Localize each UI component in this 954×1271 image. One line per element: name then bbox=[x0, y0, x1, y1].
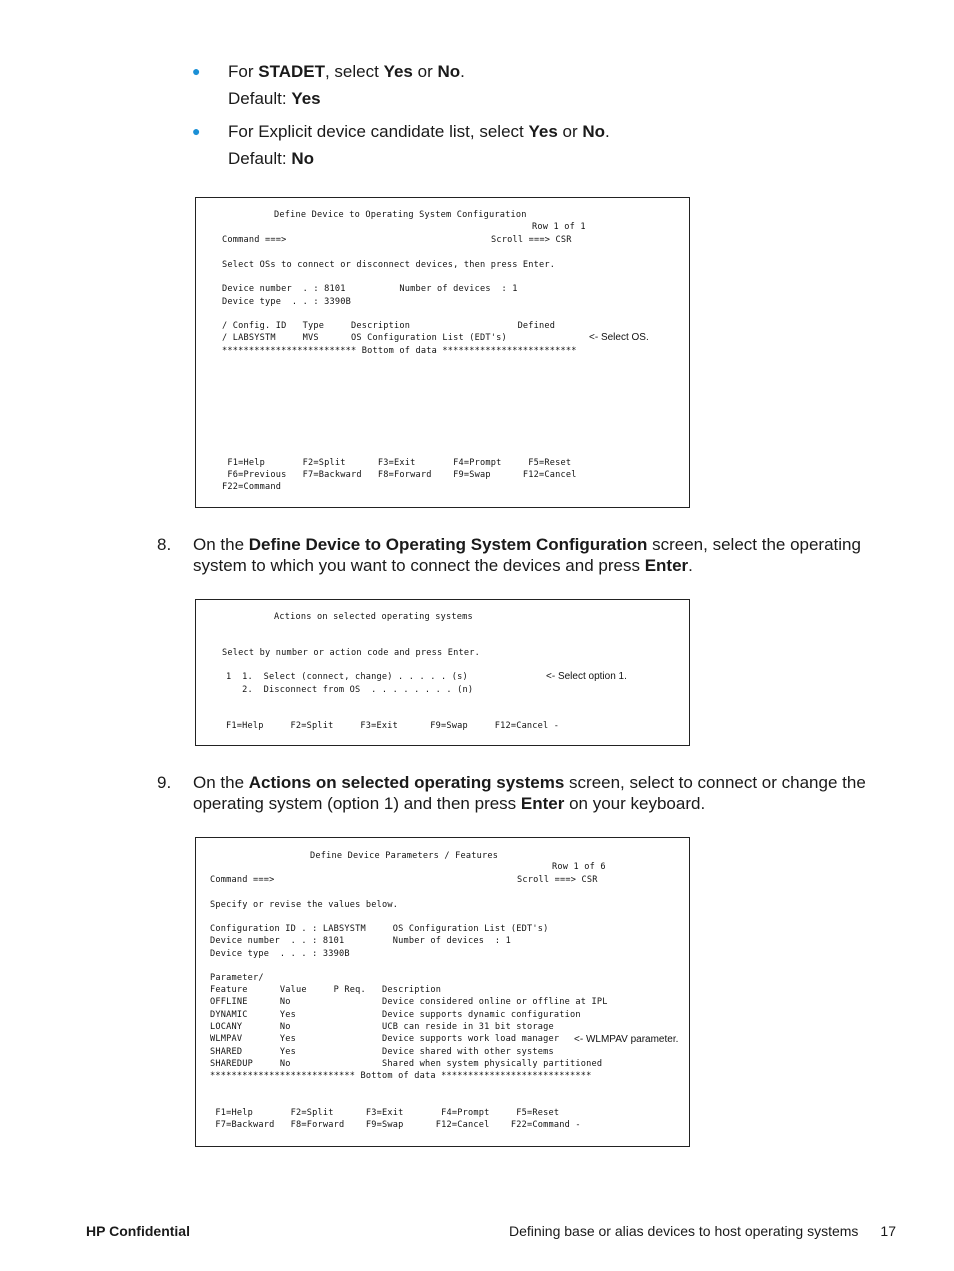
bullet-explicit-candidate-list bbox=[192, 118, 692, 172]
device-type-line: Device type . . : 3390B bbox=[222, 297, 351, 307]
row-indicator: Row 1 of 6 bbox=[552, 862, 606, 872]
function-keys-row3: F22=Command bbox=[222, 482, 282, 492]
device-number-line: Device number . : 8101 Number of devices : 1 bbox=[222, 284, 518, 294]
instructions: Select by number or action code and press Enter. bbox=[222, 648, 480, 658]
screen-actions-on-selected-os bbox=[195, 599, 690, 746]
bullet-text: For Explicit device candidate list, select Yes or No. bbox=[228, 122, 610, 141]
bullet-default: Default: No bbox=[228, 149, 314, 168]
screen-define-device-to-os-config bbox=[195, 197, 690, 508]
table-row: SHARED Yes Device shared with other systems bbox=[210, 1047, 554, 1057]
bottom-of-data: *************************** Bottom of data **************************** bbox=[210, 1071, 592, 1081]
device-number-line: Device number . . : 8101 Number of devices : 1 bbox=[210, 936, 511, 946]
table-row: WLMPAV Yes Device supports work load manager bbox=[210, 1034, 560, 1044]
table-header-1: Parameter/ bbox=[210, 973, 264, 983]
table-header-2: Feature Value P Req. Description bbox=[210, 985, 442, 995]
screen-define-device-parameters bbox=[195, 837, 690, 1147]
bullet-default: Default: Yes bbox=[228, 89, 321, 108]
table-row: LOCANY No UCB can reside in 31 bit storage bbox=[210, 1022, 554, 1032]
table-header: / Config. ID Type Description Defined bbox=[222, 321, 556, 331]
function-keys-row2: F6=Previous F7=Backward F8=Forward F9=Swap F12=Cancel bbox=[222, 470, 577, 480]
bullet-dot-icon: ● bbox=[192, 123, 201, 139]
function-keys-row1: F1=Help F2=Split F3=Exit F4=Prompt F5=Reset bbox=[222, 458, 572, 468]
bullet-text: For STADET, select Yes or No. bbox=[228, 62, 465, 81]
screen-title: Actions on selected operating systems bbox=[274, 612, 473, 622]
instructions: Select OSs to connect or disconnect devices, then press Enter. bbox=[222, 260, 556, 270]
option-1: 1 1. Select (connect, change) . . . . . (s) bbox=[226, 672, 468, 682]
step-text: On the Define Device to Operating System Configuration screen, select the operating system to which you want to connect the devices and press Enter. bbox=[193, 535, 861, 575]
scroll-field: Scroll ===> CSR bbox=[491, 235, 572, 245]
table-row: DYNAMIC Yes Device supports dynamic configuration bbox=[210, 1010, 581, 1020]
screen-title: Define Device Parameters / Features bbox=[310, 851, 499, 861]
callout-note: <- Select option 1. bbox=[546, 671, 627, 682]
footer-section-title: Defining base or alias devices to host operating systems bbox=[509, 1223, 859, 1239]
step-8 bbox=[157, 534, 897, 578]
step-number: 8. bbox=[157, 535, 172, 554]
scroll-field: Scroll ===> CSR bbox=[517, 875, 598, 885]
bullet-dot-icon: ● bbox=[192, 63, 201, 79]
table-row: SHAREDUP No Shared when system physically partitioned bbox=[210, 1059, 603, 1069]
command-line: Command ===> bbox=[210, 875, 275, 885]
callout-note: <- Select OS. bbox=[589, 332, 649, 343]
step-9 bbox=[157, 772, 897, 816]
step-number: 9. bbox=[157, 773, 172, 792]
bottom-of-data: ************************* Bottom of data ************************* bbox=[222, 346, 577, 356]
function-keys: F1=Help F2=Split F3=Exit F9=Swap F12=Cancel - bbox=[226, 721, 560, 731]
bullet-stadet bbox=[192, 58, 692, 112]
screen-title: Define Device to Operating System Configuration bbox=[274, 210, 527, 220]
step-text: On the Actions on selected operating systems screen, select to connect or change the operating system (option 1) and then press Enter on your keyboard. bbox=[193, 773, 866, 813]
function-keys-row1: F1=Help F2=Split F3=Exit F4=Prompt F5=Reset bbox=[210, 1108, 560, 1118]
command-line: Command ===> bbox=[222, 235, 287, 245]
table-row: OFFLINE No Device considered online or offline at IPL bbox=[210, 997, 608, 1007]
footer-confidential: HP Confidential bbox=[86, 1223, 190, 1239]
row-indicator: Row 1 of 1 bbox=[532, 222, 586, 232]
callout-note: <- WLMPAV parameter. bbox=[574, 1034, 679, 1045]
option-2: 2. Disconnect from OS . . . . . . . . (n) bbox=[226, 685, 474, 695]
configuration-id-line: Configuration ID . : LABSYSTM OS Configuration List (EDT's) bbox=[210, 924, 549, 934]
page-number: 17 bbox=[880, 1223, 896, 1239]
instructions: Specify or revise the values below. bbox=[210, 900, 399, 910]
footer-section bbox=[509, 1223, 896, 1239]
table-row: / LABSYSTM MVS OS Configuration List (EDT's) bbox=[222, 333, 507, 343]
function-keys-row2: F7=Backward F8=Forward F9=Swap F12=Cancel F22=Command - bbox=[210, 1120, 581, 1130]
device-type-line: Device type . . . : 3390B bbox=[210, 949, 350, 959]
